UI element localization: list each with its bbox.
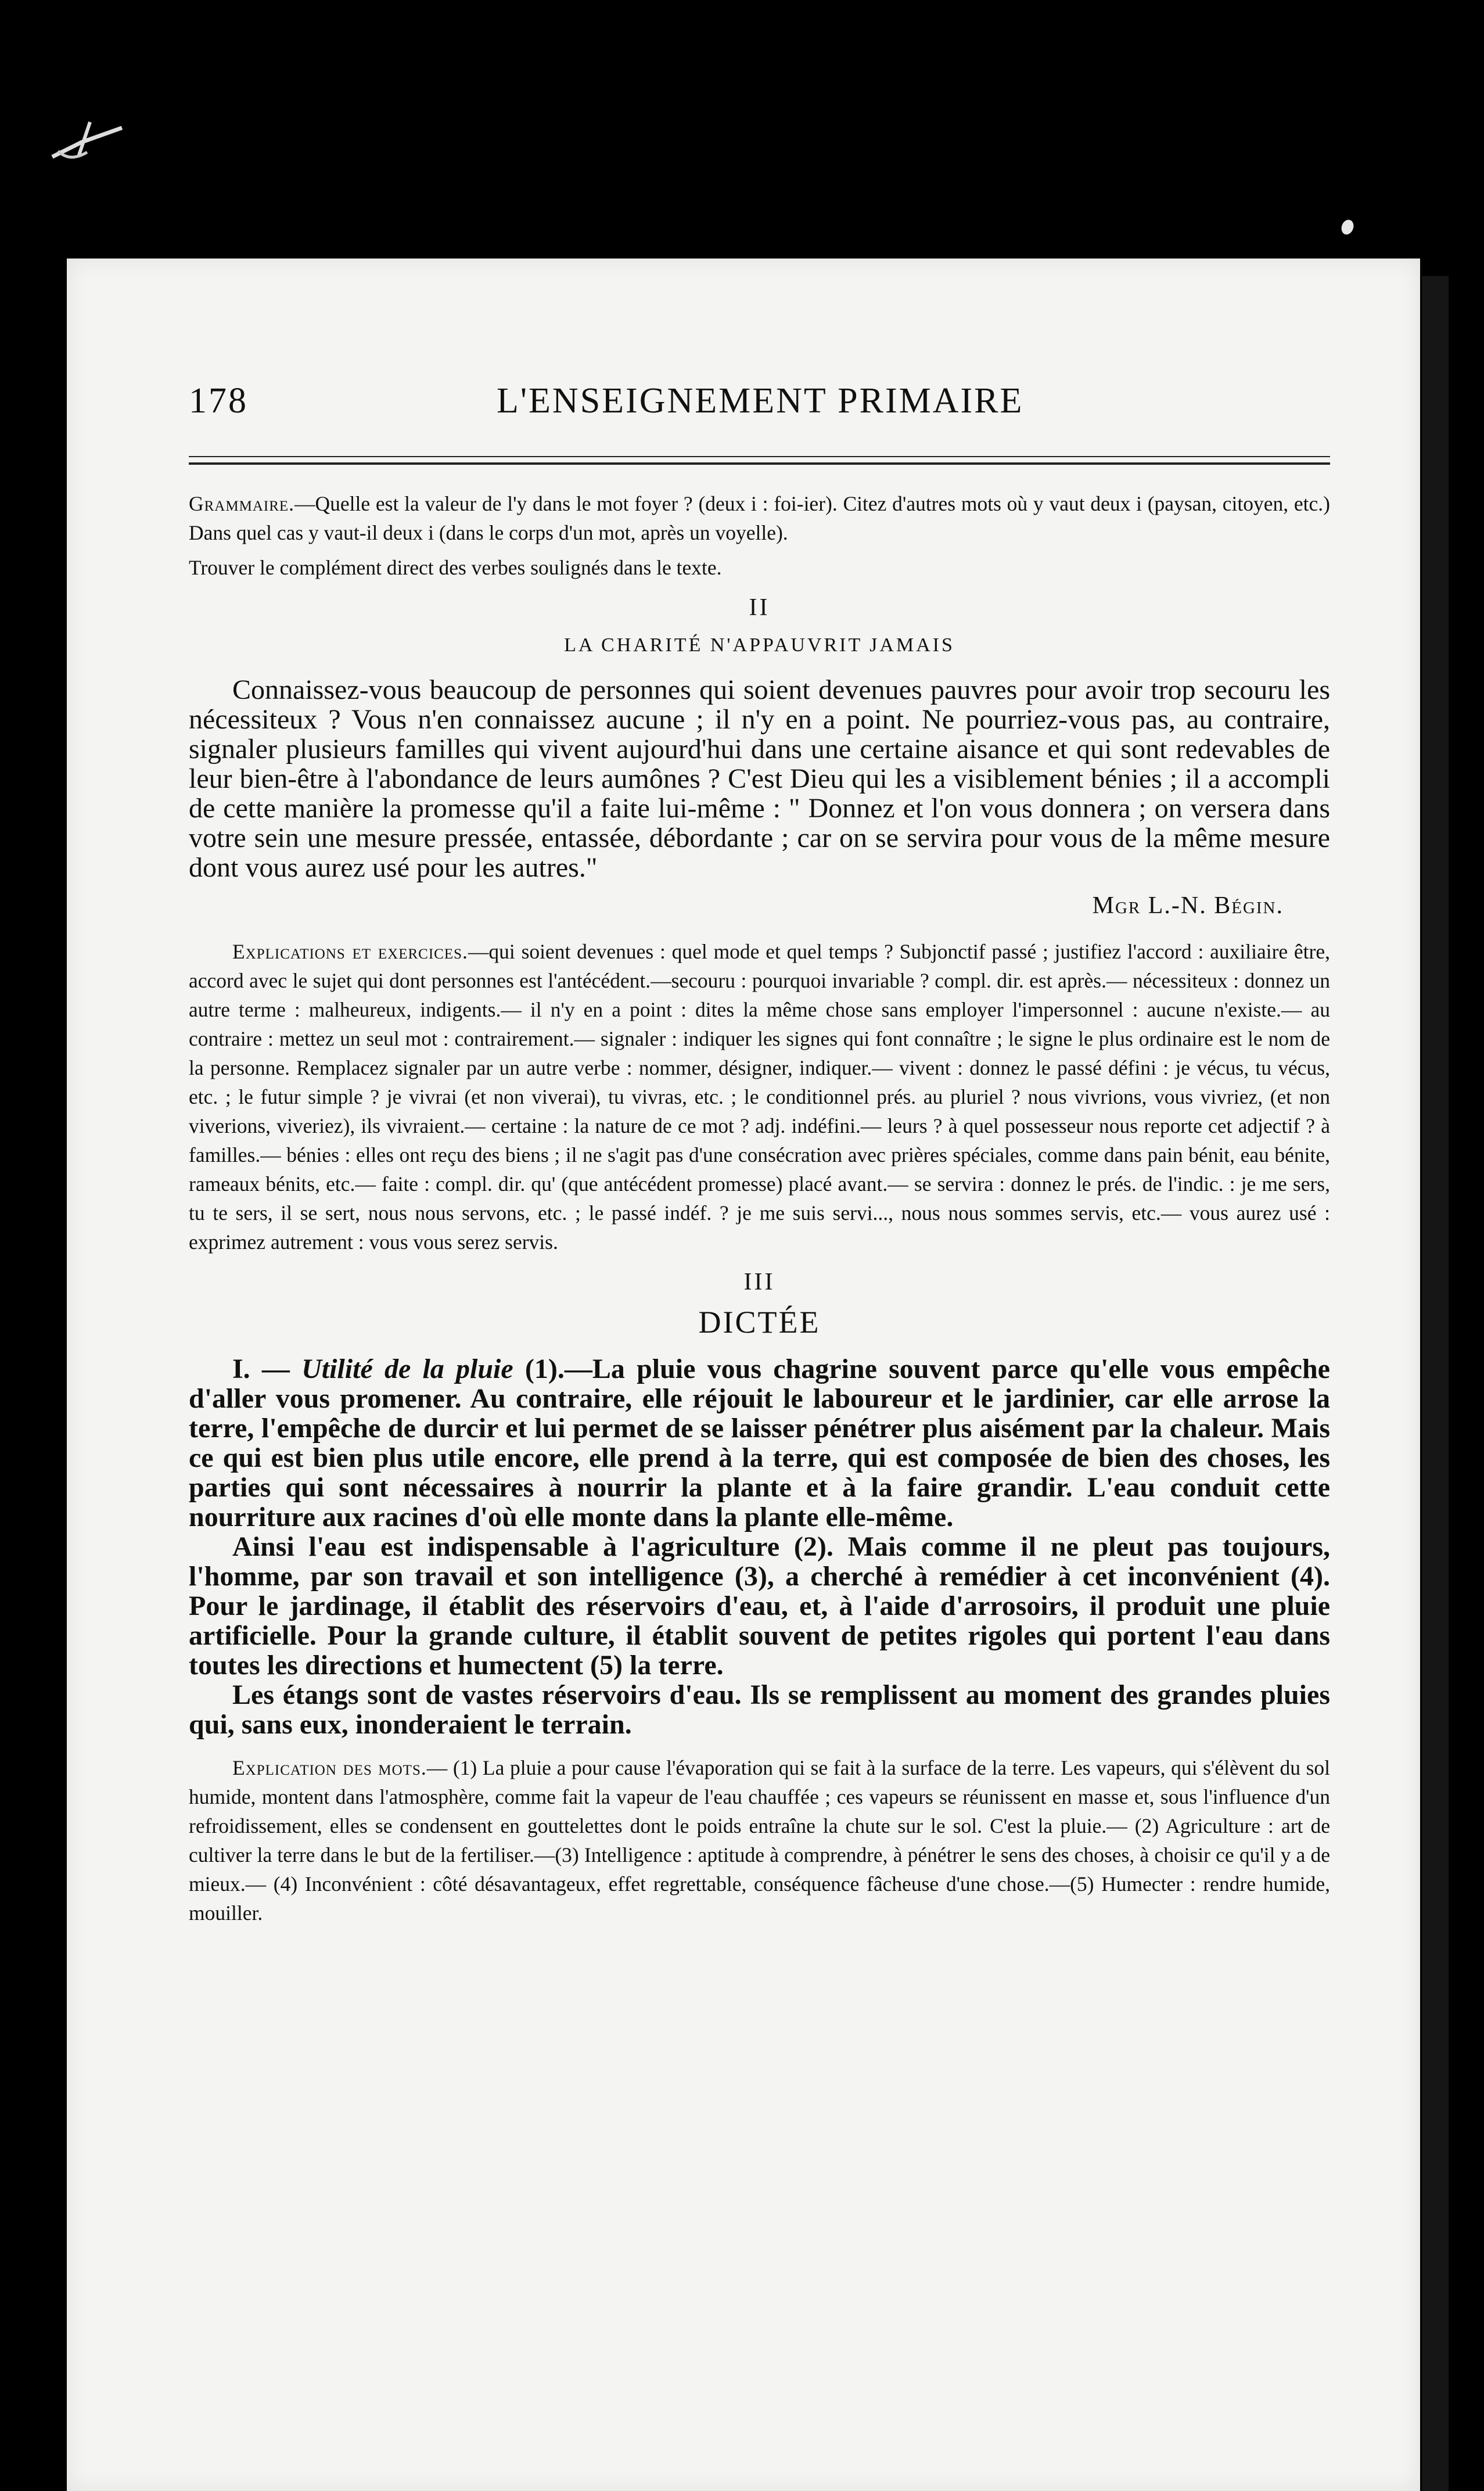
- handwritten-mark: [46, 116, 128, 168]
- section-title-charite: LA CHARITÉ N'APPAUVRIT JAMAIS: [564, 634, 955, 656]
- exercices-text: —qui soient devenues : quel mode et quel temps ? Subjonctif passé ; justifiez l'accord : auxiliaire être, accord avec le sujet qui dont personnes est l'antécédent.—secouru : pourquoi invariable ? compl. dir. est après.— nécessiteux : donnez un autre terme : malheureux, indigents.— il n'y en a point : dites la même chose sans employer l'impersonnel : aucune n'existe.— au contraire : mettez un seul mot : contrairement.— signaler : indiquer les signes qui font connaître ; le signe le plus ordinaire est le nom de la personne. Remplacez signaler par un autre verbe : nommer, désigner, indiquer.— vivent : donnez le passé défini : je vécus, tu vécus, etc. ; le futur simple ? je vivrai (et non viverai), tu vivras, etc. ; le conditionnel prés. au pluriel ? nous vivrions, vous vivriez, (et non viverions, viveriez), ils vivraient.— certaine : la nature de ce mot ? adj. indéfini.— leurs ? à quel possesseur nous reporte cet adjectif ? à familles.— bénies : elles ont reçu des biens ; il ne s'agit pas d'une consécration avec prières spéciales, comme dans pain bénit, eau bénite, rameaux bénits, etc.— faite : compl. dir. qu' (que antécédent promesse) placé avant.— se servira : donnez le prés. de l'indic. : je me sers, tu te sers, il se sert, nous nous servons, etc. ; le passé indéf. ? je me suis servi..., nous nous sommes servis, etc.— vous aurez usé : exprimez autrement : vous vous serez servis.: [189, 940, 1331, 1254]
- grammaire-label: Grammaire.: [189, 492, 295, 515]
- scan-speck: [1339, 218, 1356, 236]
- page-content: [189, 381, 1330, 1928]
- section-numeral-3: III: [743, 1269, 775, 1295]
- mots-text: — (1) La pluie a pour cause l'évaporation qui se fait à la surface de la terre. Les vapeurs, qui s'élèvent du sol humide, montent dans l'atmosphère, comme fait la vapeur de l'eau chauffée ; ces vapeurs se réunissent en masse et, sous l'influence d'un refroidissement, elles se condensent en gouttelettes dont le poids entraîne la chute sur le sol. C'est la pluie.— (2) Agriculture : art de cultiver la terre dans le but de la fertiliser.—(3) Intelligence : aptitude à comprendre, à pénétrer le sens des choses, à choisir ce qu'il y a de mieux.— (4) Inconvénient : côté désavantageux, effet regrettable, conséquence fâcheuse d'une chose.—(5) Humecter : rendre humide, mouiller.: [189, 1756, 1331, 1925]
- running-header: [189, 381, 1330, 427]
- section-numeral-2: II: [749, 594, 770, 621]
- trouver-instruction: Trouver le complément direct des verbes soulignés dans le texte.: [189, 556, 722, 579]
- running-title: L'ENSEIGNEMENT PRIMAIRE: [497, 381, 1024, 421]
- page-number: 178: [189, 381, 248, 421]
- charite-paragraph: Connaissez-vous beaucoup de personnes qui soient devenues pauvres pour avoir trop secouru les nécessiteux ? Vous n'en connaissez aucune ; il n'y en a point. Ne pourriez-vous pas, au contraire, signaler plusieurs familles qui vivent aujourd'hui dans une certaine aisance et qui sont redevables de leur bien-être à l'abondance de leurs aumônes ? C'est Dieu qui les a visiblement bénies ; il a accompli de cette manière la promesse qu'il a faite lui-même : " Donnez et l'on vous donnera ; on versera dans votre sein une mesure pressée, entassée, débordante ; car on se servira pour vous de la même mesure dont vous aurez usé pour les autres.": [189, 674, 1330, 883]
- dictee-p1-lead: I. —: [232, 1354, 302, 1384]
- dictee-paragraph-1: [189, 1354, 1330, 1532]
- page-edge-shadow: [1422, 276, 1449, 2491]
- dictee-p1-title: Utilité de la pluie: [301, 1354, 513, 1384]
- dictee-paragraph-3: Les étangs sont de vastes réservoirs d'eau. Ils se remplissent au moment des grandes pluies qui, sans eux, inonderaient le terrain.: [189, 1679, 1330, 1740]
- mots-paragraph: [189, 1753, 1330, 1928]
- exercices-label: Explications et exercices.: [232, 940, 468, 963]
- header-rules: [189, 456, 1330, 465]
- exercices-paragraph: [189, 937, 1330, 1257]
- author-signature: Mgr L.-N. Bégin.: [1092, 892, 1284, 919]
- mots-label: Explication des mots.: [232, 1756, 427, 1779]
- grammaire-paragraph: [189, 489, 1330, 547]
- section-title-dictee: DICTÉE: [698, 1305, 821, 1340]
- grammaire-text: —Quelle est la valeur de l'y dans le mot foyer ? (deux i : foi-ier). Citez d'autres mots où y vaut deux i (paysan, citoyen, etc.) Dans quel cas y vaut-il deux i (dans le corps d'un mot, après un voyelle).: [189, 492, 1330, 544]
- dictee-paragraph-2: Ainsi l'eau est indispensable à l'agriculture (2). Mais comme il ne pleut pas toujours, l'homme, par son travail et son intelligence (3), a cherché à remédier à cet inconvénient (4). Pour le jardinage, il établit des réservoirs d'eau, et, à l'aide d'arrosoirs, il produit une pluie artificielle. Pour la grande culture, il établit souvent de petites rigoles qui portent l'eau dans toutes les directions et humectent (5) la terre.: [189, 1531, 1330, 1681]
- dictee-p1-text: (1).—La pluie vous chagrine souvent parce qu'elle vous empêche d'aller vous promener. Au contraire, elle réjouit le laboureur et le jardinier, car elle arrose la terre, l'empêche de durcir et lui permet de se laisser pénétrer plus aisément par la chaleur. Mais ce qui est bien plus utile encore, elle prend à la terre, qui est composée de bien des choses, les parties qui sont nécessaires à nourrir la plante et à la faire grandir. L'eau conduit cette nourriture aux racines d'où elle monte dans la plante elle-même.: [189, 1354, 1330, 1532]
